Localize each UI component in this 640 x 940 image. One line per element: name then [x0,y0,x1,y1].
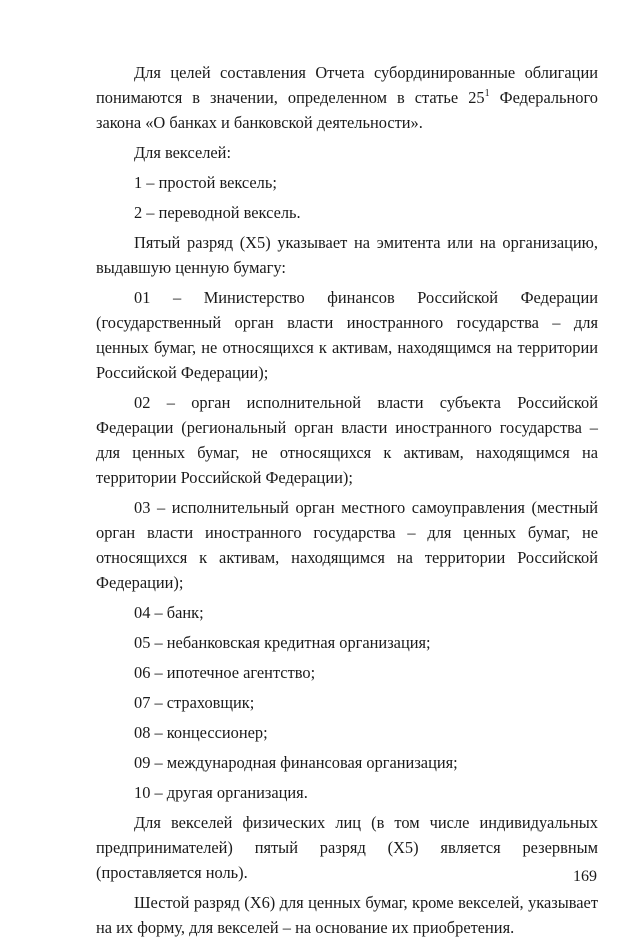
list-item-issuer-03: 03 – исполнительный орган местного самоуправления (местный орган власти иностранного государства – для ценных бумаг, не относящихся к активам, находящимся на территории Российской Федерации); [96,498,598,592]
paragraph-bills-heading: Для векселей: [134,143,231,162]
list-item-issuer-04: 04 – банк; [134,603,204,622]
list-item-issuer-07: 07 – страховщик; [134,693,255,712]
list-item-issuer-08: 08 – концессионер; [134,723,268,742]
paragraph-fifth-digit: Пятый разряд (Х5) указывает на эмитента или на организацию, выдавшую ценную бумагу: [96,233,598,277]
list-item-issuer-05: 05 – небанковская кредитная организация; [134,633,431,652]
document-page [96,60,598,940]
list-item-issuer-10: 10 – другая организация. [134,783,308,802]
page-number: 169 [573,868,597,885]
list-item-issuer-01: 01 – Министерство финансов Российской Федерации (государственный орган власти иностранного государства – для ценных бумаг, не относящихся к активам, находящимся на территории Российской Федерации); [96,288,598,382]
list-item-bill-type-2: 2 – переводной вексель. [134,203,301,222]
list-item-bill-type-1: 1 – простой вексель; [134,173,277,192]
list-item-issuer-02: 02 – орган исполнительной власти субъекта Российской Федерации (региональный орган власти иностранного государства – для ценных бумаг, не относящихся к активам, находящимся на территории Российской Федерации); [96,393,598,487]
footnote-superscript: 1 [484,88,490,99]
paragraph-individuals-bills: Для векселей физических лиц (в том числе индивидуальных предпринимателей) пятый разряд (Х5) является резервным (проставляется ноль). [96,813,598,882]
paragraph-subordinated-bonds [96,60,598,135]
list-item-issuer-06: 06 – ипотечное агентство; [134,663,316,682]
paragraph-text: Для целей составления Отчета субординированные облигации понимаются в значении, определенном в статье 25 [96,63,598,107]
paragraph-sixth-digit: Шестой разряд (Х6) для ценных бумаг, кроме векселей, указывает на их форму, для векселей – на основание их приобретения. [96,893,598,937]
paragraph-text: Федерального закона «О банках и банковской деятельности». [96,88,598,132]
list-item-issuer-09: 09 – международная финансовая организация; [134,753,458,772]
